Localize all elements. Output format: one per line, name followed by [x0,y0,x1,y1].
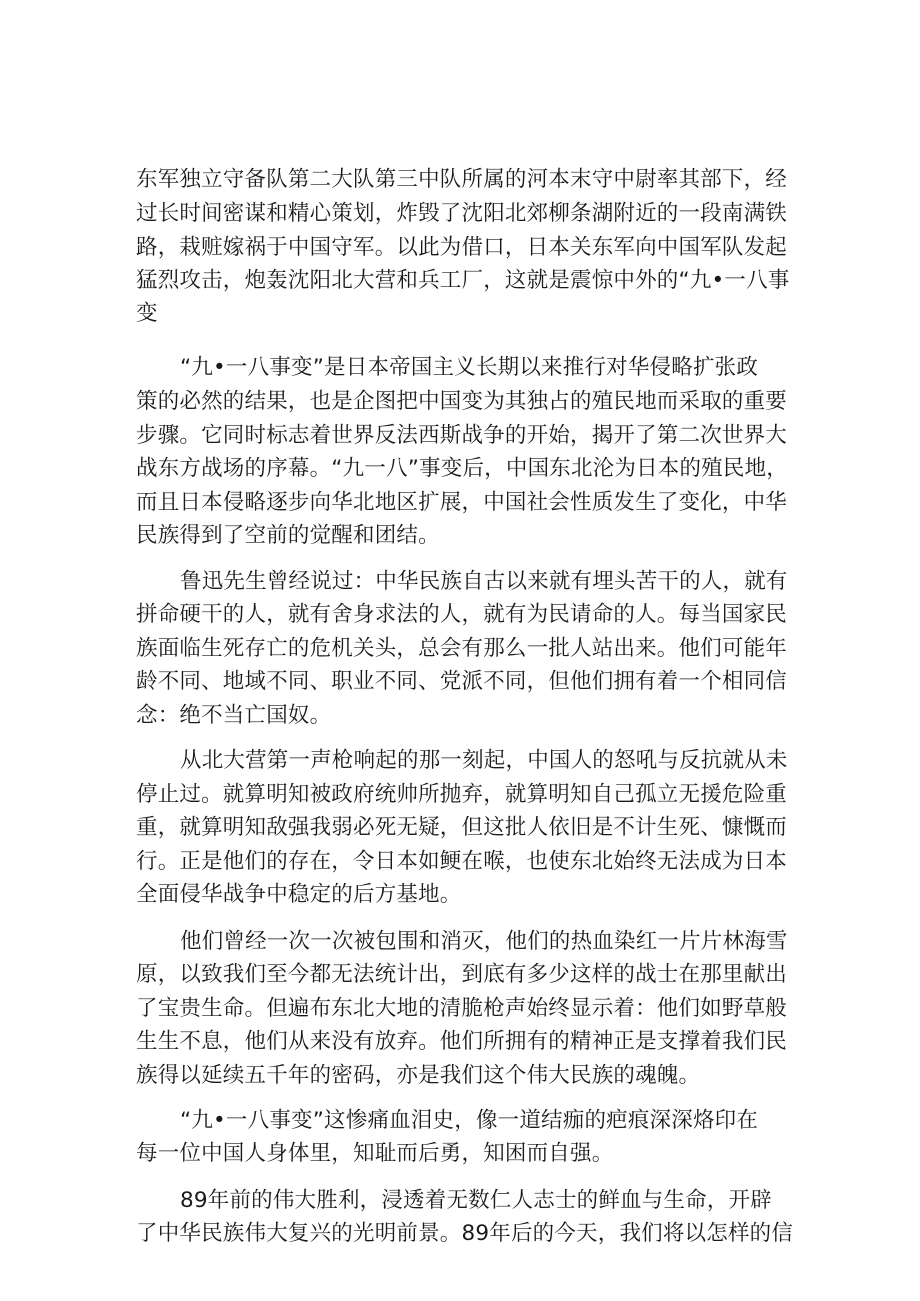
text-line: 原，以致我们至今都无法统计出，到底有多少这样的战士在那里献出 [136,962,788,987]
text-line: 变 [136,301,158,326]
text-line: 鲁迅先生曾经说过：中华民族自古以来就有埋头苦干的人，就有 [180,569,788,594]
text-line: 从北大营第一声枪响起的那一刻起，中国人的怒吼与反抗就从未 [180,748,788,773]
text-line: 全面侵华战争中稳定的后方基地。 [136,882,462,907]
text-line: 了宝贵生命。但遍布东北大地的清脆枪声始终显示着：他们如野草般 [136,996,788,1021]
text-line: 拼命硬干的人，就有舍身求法的人，就有为民请命的人。每当国家民 [136,602,788,627]
text-line: 生生不息，他们从来没有放弃。他们所拥有的精神正是支撑着我们民 [136,1029,788,1054]
text-line: 路，栽赃嫁祸于中国守军。以此为借口，日本关东军向中国军队发起 [136,235,788,260]
text-line: 步骤。它同时标志着世界反法西斯战争的开始，揭开了第二次世界大 [136,423,788,448]
text-line: “九•一八事变”这惨痛血泪史，像一道结痂的疤痕深深烙印在 [180,1108,759,1133]
text-line: 89年前的伟大胜利，浸透着无数仁人志士的鲜血与生命，开辟 [180,1188,772,1213]
text-line: 民族得到了空前的觉醒和团结。 [136,523,440,548]
text-line: 猛烈攻击，炮轰沈阳北大营和兵工厂，这就是震惊中外的“九•一八事 [136,268,790,293]
text-line: 族面临生死存亡的危机关头，总会有那么一批人站出来。他们可能年 [136,636,788,661]
text-line: 行。正是他们的存在，令日本如鲠在喉，也使东北始终无法成为日本 [136,849,788,874]
text-line: 而且日本侵略逐步向华北地区扩展，中国社会性质发生了变化，中华 [136,490,788,515]
text-line: 每一位中国人身体里，知耻而后勇，知困而自强。 [136,1141,614,1166]
text-line: 策的必然的结果，也是企图把中国变为其独占的殖民地而采取的重要 [136,389,788,414]
text-line: 他们曾经一次一次被包围和消灭，他们的热血染红一片片林海雪 [180,929,788,954]
text-line: 念：绝不当亡国奴。 [136,703,332,728]
text-line: 过长时间密谋和精心策划，炸毁了沈阳北郊柳条湖附近的一段南满铁 [136,201,788,226]
text-line: 战东方战场的序幕。“九一八”事变后，中国东北沦为日本的殖民地， [136,456,788,481]
text-line: 重，就算明知敌强我弱必死无疑，但这批人依旧是不计生死、慷慨而 [136,815,788,840]
text-line: 东军独立守备队第二大队第三中队所属的河本末守中尉率其部下，经 [136,167,788,192]
text-line: 了中华民族伟大复兴的光明前景。89年后的今天，我们将以怎样的信 [136,1221,794,1246]
text-line: 龄不同、地域不同、职业不同、党派不同，但他们拥有着一个相同信 [136,669,788,694]
text-line: 停止过。就算明知被政府统帅所抛弃，就算明知自己孤立无援危险重 [136,782,788,807]
text-line: “九•一八事变”是日本帝国主义长期以来推行对华侵略扩张政 [180,355,759,380]
text-line: 族得以延续五千年的密码，亦是我们这个伟大民族的魂魄。 [136,1063,701,1088]
